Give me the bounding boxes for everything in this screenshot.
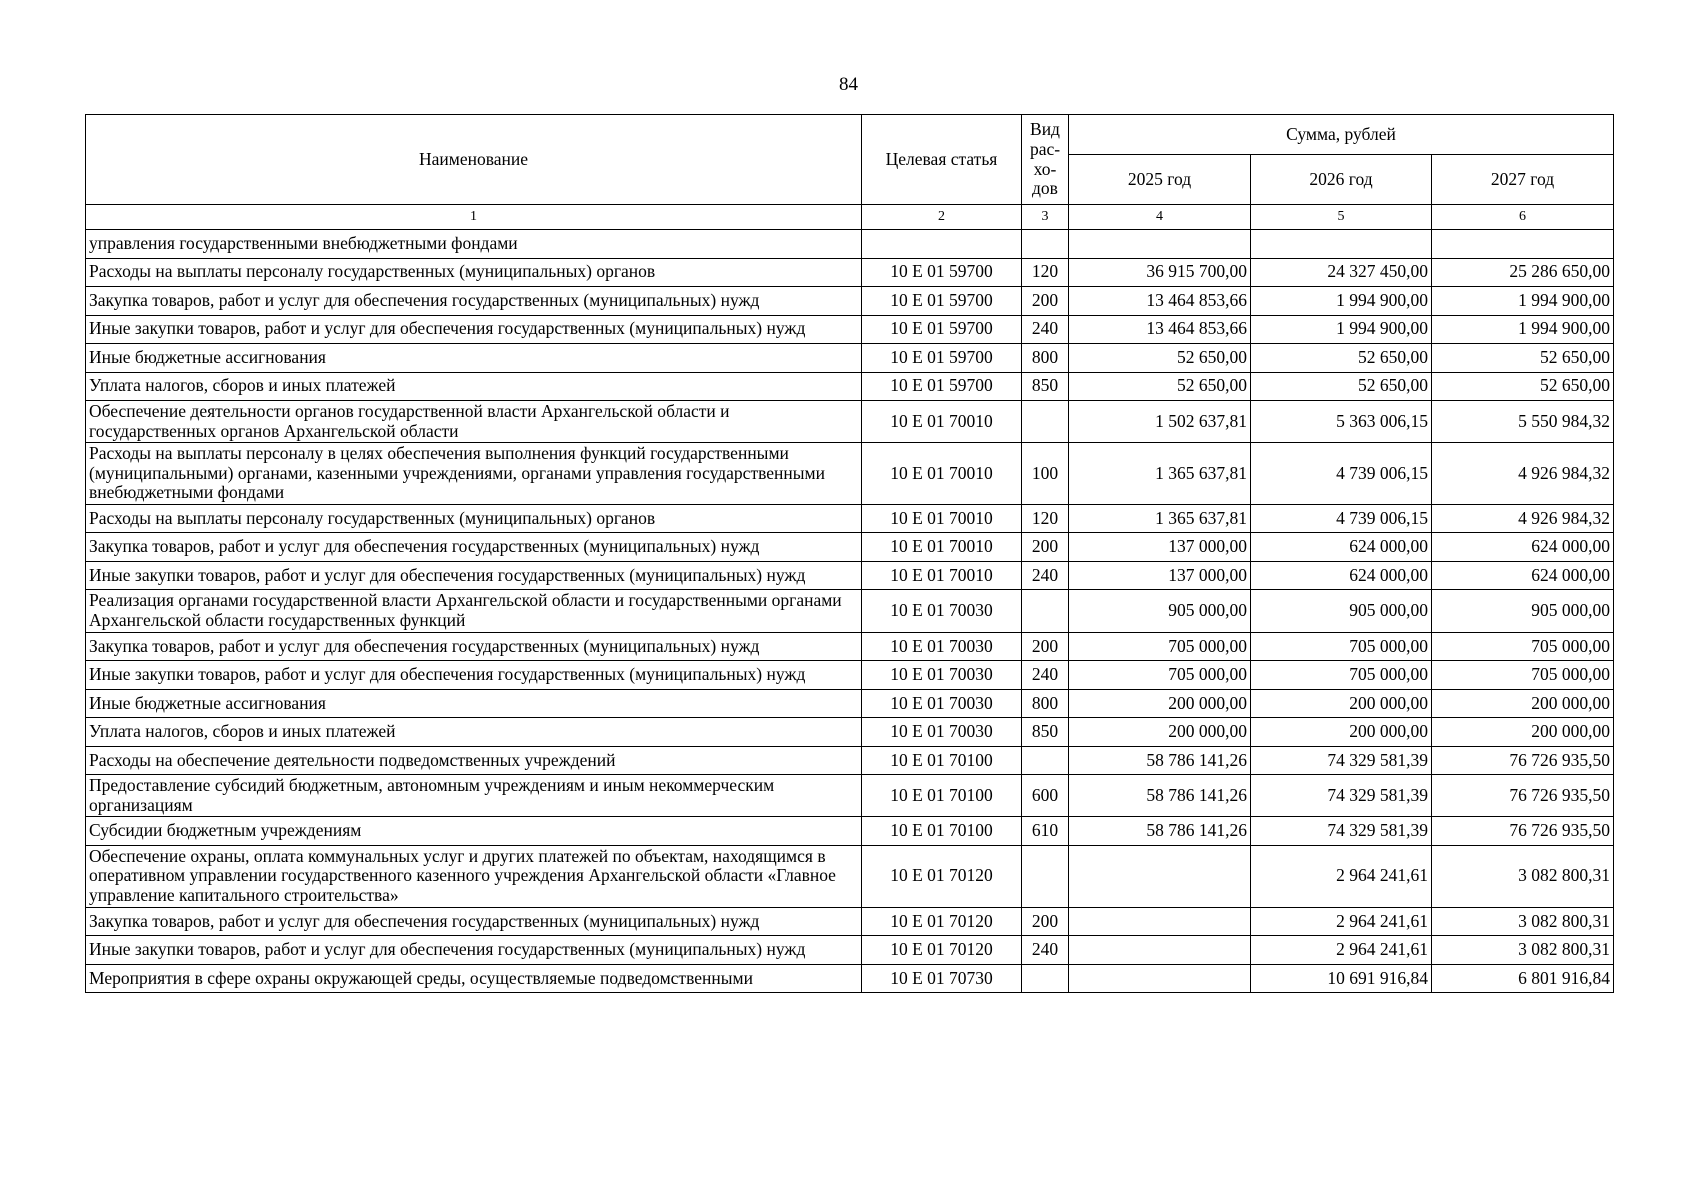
- row-amount-2025: 58 786 141,26: [1069, 775, 1251, 817]
- row-target-code: 10 E 01 59700: [862, 258, 1022, 287]
- row-name: Расходы на выплаты персоналу в целях обеспечения выполнения функций государственными (муниципальными) органами, казенными учреждениями, органами управления государственными внебюджетными фондами: [86, 443, 862, 505]
- row-amount-2025: [1069, 964, 1251, 993]
- row-expense-type: [1022, 746, 1069, 775]
- row-name: Закупка товаров, работ и услуг для обеспечения государственных (муниципальных) нужд: [86, 533, 862, 562]
- row-amount-2026: 2 964 241,61: [1251, 907, 1432, 936]
- row-expense-type: 100: [1022, 443, 1069, 505]
- table-body: [86, 230, 1614, 993]
- table-row: [86, 230, 1614, 259]
- row-target-code: 10 E 01 70010: [862, 504, 1022, 533]
- row-name: Расходы на обеспечение деятельности подведомственных учреждений: [86, 746, 862, 775]
- row-target-code: 10 E 01 59700: [862, 315, 1022, 344]
- row-amount-2027: [1432, 230, 1614, 259]
- row-amount-2026: 74 329 581,39: [1251, 775, 1432, 817]
- row-name: Иные закупки товаров, работ и услуг для обеспечения государственных (муниципальных) нужд: [86, 561, 862, 590]
- row-expense-type: 850: [1022, 372, 1069, 401]
- row-name: Обеспечение деятельности органов государственной власти Архангельской области и государственных органов Архангельской области: [86, 401, 862, 443]
- row-amount-2026: 10 691 916,84: [1251, 964, 1432, 993]
- row-amount-2025: 1 365 637,81: [1069, 504, 1251, 533]
- header-year-2027: 2027 год: [1432, 155, 1614, 205]
- table-row: [86, 964, 1614, 993]
- table-row: [86, 936, 1614, 965]
- row-target-code: [862, 230, 1022, 259]
- row-name: Расходы на выплаты персоналу государственных (муниципальных) органов: [86, 258, 862, 287]
- row-target-code: 10 E 01 70030: [862, 689, 1022, 718]
- row-amount-2027: 200 000,00: [1432, 689, 1614, 718]
- row-name: Закупка товаров, работ и услуг для обеспечения государственных (муниципальных) нужд: [86, 632, 862, 661]
- row-amount-2025: 137 000,00: [1069, 533, 1251, 562]
- row-amount-2026: 624 000,00: [1251, 533, 1432, 562]
- row-amount-2026: 52 650,00: [1251, 372, 1432, 401]
- row-amount-2027: 52 650,00: [1432, 344, 1614, 373]
- row-expense-type: [1022, 964, 1069, 993]
- table-row: [86, 775, 1614, 817]
- header-sum: Сумма, рублей: [1069, 115, 1614, 155]
- row-amount-2025: 705 000,00: [1069, 632, 1251, 661]
- row-name: Иные бюджетные ассигнования: [86, 689, 862, 718]
- row-expense-type: [1022, 230, 1069, 259]
- table-row: [86, 287, 1614, 316]
- row-expense-type: 200: [1022, 632, 1069, 661]
- table-row: [86, 443, 1614, 505]
- column-number: 2: [862, 205, 1022, 230]
- row-amount-2026: 5 363 006,15: [1251, 401, 1432, 443]
- row-name: Предоставление субсидий бюджетным, автономным учреждениям и иным некоммерческим организациям: [86, 775, 862, 817]
- table-row: [86, 315, 1614, 344]
- row-amount-2025: 52 650,00: [1069, 372, 1251, 401]
- row-name: Иные бюджетные ассигнования: [86, 344, 862, 373]
- row-target-code: 10 E 01 59700: [862, 287, 1022, 316]
- row-amount-2026: 4 739 006,15: [1251, 443, 1432, 505]
- row-target-code: 10 E 01 70010: [862, 443, 1022, 505]
- column-number: 6: [1432, 205, 1614, 230]
- row-amount-2027: 25 286 650,00: [1432, 258, 1614, 287]
- row-expense-type: 800: [1022, 689, 1069, 718]
- table-row: [86, 561, 1614, 590]
- row-name: Уплата налогов, сборов и иных платежей: [86, 718, 862, 747]
- row-expense-type: 200: [1022, 533, 1069, 562]
- row-amount-2027: 905 000,00: [1432, 590, 1614, 632]
- row-expense-type: [1022, 590, 1069, 632]
- row-amount-2025: [1069, 907, 1251, 936]
- row-expense-type: 200: [1022, 287, 1069, 316]
- row-target-code: 10 E 01 70030: [862, 661, 1022, 690]
- row-expense-type: 120: [1022, 504, 1069, 533]
- row-amount-2025: 1 502 637,81: [1069, 401, 1251, 443]
- row-target-code: 10 E 01 70120: [862, 845, 1022, 907]
- row-expense-type: 850: [1022, 718, 1069, 747]
- row-name: Уплата налогов, сборов и иных платежей: [86, 372, 862, 401]
- header-name: Наименование: [86, 115, 862, 205]
- row-name: Реализация органами государственной власти Архангельской области и государственными органами Архангельской области государственных функций: [86, 590, 862, 632]
- row-name: Иные закупки товаров, работ и услуг для обеспечения государственных (муниципальных) нужд: [86, 936, 862, 965]
- row-target-code: 10 E 01 70100: [862, 775, 1022, 817]
- row-amount-2027: 1 994 900,00: [1432, 287, 1614, 316]
- row-target-code: 10 E 01 59700: [862, 372, 1022, 401]
- row-amount-2027: 3 082 800,31: [1432, 936, 1614, 965]
- header-year-2026: 2026 год: [1251, 155, 1432, 205]
- row-name: Иные закупки товаров, работ и услуг для обеспечения государственных (муниципальных) нужд: [86, 661, 862, 690]
- row-amount-2026: 1 994 900,00: [1251, 315, 1432, 344]
- row-amount-2026: 52 650,00: [1251, 344, 1432, 373]
- row-amount-2026: 200 000,00: [1251, 689, 1432, 718]
- row-amount-2026: 2 964 241,61: [1251, 845, 1432, 907]
- row-target-code: 10 E 01 70030: [862, 718, 1022, 747]
- row-amount-2027: 705 000,00: [1432, 661, 1614, 690]
- table-row: [86, 632, 1614, 661]
- row-name: Закупка товаров, работ и услуг для обеспечения государственных (муниципальных) нужд: [86, 907, 862, 936]
- row-expense-type: 200: [1022, 907, 1069, 936]
- row-amount-2026: 4 739 006,15: [1251, 504, 1432, 533]
- row-target-code: 10 E 01 70730: [862, 964, 1022, 993]
- table-header: [86, 115, 1614, 230]
- column-number: 5: [1251, 205, 1432, 230]
- table-row: [86, 533, 1614, 562]
- row-amount-2027: 1 994 900,00: [1432, 315, 1614, 344]
- row-amount-2026: 905 000,00: [1251, 590, 1432, 632]
- row-amount-2026: 2 964 241,61: [1251, 936, 1432, 965]
- row-target-code: 10 E 01 70030: [862, 632, 1022, 661]
- row-target-code: 10 E 01 70100: [862, 817, 1022, 846]
- row-expense-type: 240: [1022, 561, 1069, 590]
- row-amount-2027: 5 550 984,32: [1432, 401, 1614, 443]
- row-target-code: 10 E 01 70010: [862, 401, 1022, 443]
- row-amount-2027: 6 801 916,84: [1432, 964, 1614, 993]
- row-expense-type: [1022, 401, 1069, 443]
- row-amount-2026: 1 994 900,00: [1251, 287, 1432, 316]
- column-number: 1: [86, 205, 862, 230]
- row-name: Закупка товаров, работ и услуг для обеспечения государственных (муниципальных) нужд: [86, 287, 862, 316]
- row-expense-type: 240: [1022, 661, 1069, 690]
- table-row: [86, 258, 1614, 287]
- table-row: [86, 401, 1614, 443]
- row-amount-2027: 76 726 935,50: [1432, 746, 1614, 775]
- row-expense-type: 240: [1022, 936, 1069, 965]
- row-target-code: 10 E 01 70120: [862, 907, 1022, 936]
- row-amount-2027: 624 000,00: [1432, 561, 1614, 590]
- row-amount-2025: 200 000,00: [1069, 718, 1251, 747]
- row-expense-type: 610: [1022, 817, 1069, 846]
- row-amount-2025: 58 786 141,26: [1069, 746, 1251, 775]
- row-amount-2027: 200 000,00: [1432, 718, 1614, 747]
- header-year-2025: 2025 год: [1069, 155, 1251, 205]
- row-target-code: 10 E 01 59700: [862, 344, 1022, 373]
- row-target-code: 10 E 01 70120: [862, 936, 1022, 965]
- row-amount-2026: 705 000,00: [1251, 661, 1432, 690]
- row-amount-2025: 13 464 853,66: [1069, 315, 1251, 344]
- row-amount-2027: 624 000,00: [1432, 533, 1614, 562]
- row-amount-2026: 624 000,00: [1251, 561, 1432, 590]
- row-amount-2025: 905 000,00: [1069, 590, 1251, 632]
- row-target-code: 10 E 01 70100: [862, 746, 1022, 775]
- row-target-code: 10 E 01 70030: [862, 590, 1022, 632]
- row-amount-2026: 74 329 581,39: [1251, 817, 1432, 846]
- table-row: [86, 689, 1614, 718]
- row-amount-2027: 3 082 800,31: [1432, 907, 1614, 936]
- row-amount-2026: 24 327 450,00: [1251, 258, 1432, 287]
- row-amount-2027: 4 926 984,32: [1432, 504, 1614, 533]
- row-amount-2027: 76 726 935,50: [1432, 775, 1614, 817]
- row-amount-2025: 200 000,00: [1069, 689, 1251, 718]
- row-name: Расходы на выплаты персоналу государственных (муниципальных) органов: [86, 504, 862, 533]
- column-number: 4: [1069, 205, 1251, 230]
- row-amount-2025: 52 650,00: [1069, 344, 1251, 373]
- row-amount-2025: [1069, 230, 1251, 259]
- row-amount-2025: 13 464 853,66: [1069, 287, 1251, 316]
- table-row: [86, 845, 1614, 907]
- row-amount-2025: [1069, 845, 1251, 907]
- table-row: [86, 504, 1614, 533]
- row-expense-type: [1022, 845, 1069, 907]
- row-name: Субсидии бюджетным учреждениям: [86, 817, 862, 846]
- row-amount-2027: 52 650,00: [1432, 372, 1614, 401]
- row-amount-2026: [1251, 230, 1432, 259]
- row-target-code: 10 E 01 70010: [862, 561, 1022, 590]
- row-amount-2027: 4 926 984,32: [1432, 443, 1614, 505]
- row-amount-2025: 1 365 637,81: [1069, 443, 1251, 505]
- table-row: [86, 344, 1614, 373]
- budget-table: [85, 114, 1614, 993]
- row-amount-2027: 76 726 935,50: [1432, 817, 1614, 846]
- column-number-row: [86, 205, 1614, 230]
- table-row: [86, 907, 1614, 936]
- row-amount-2025: 36 915 700,00: [1069, 258, 1251, 287]
- row-expense-type: 600: [1022, 775, 1069, 817]
- row-amount-2026: 74 329 581,39: [1251, 746, 1432, 775]
- row-expense-type: 120: [1022, 258, 1069, 287]
- row-amount-2025: 705 000,00: [1069, 661, 1251, 690]
- page-number: 84: [839, 74, 858, 95]
- table-row: [86, 590, 1614, 632]
- table-row: [86, 746, 1614, 775]
- header-target: Целевая статья: [862, 115, 1022, 205]
- row-amount-2025: 58 786 141,26: [1069, 817, 1251, 846]
- header-vid: Вид рас-хо-дов: [1022, 115, 1069, 205]
- table-row: [86, 372, 1614, 401]
- row-amount-2025: 137 000,00: [1069, 561, 1251, 590]
- row-expense-type: 240: [1022, 315, 1069, 344]
- row-expense-type: 800: [1022, 344, 1069, 373]
- row-name: Мероприятия в сфере охраны окружающей среды, осуществляемые подведомственными: [86, 964, 862, 993]
- row-amount-2025: [1069, 936, 1251, 965]
- row-name: Иные закупки товаров, работ и услуг для обеспечения государственных (муниципальных) нужд: [86, 315, 862, 344]
- table-row: [86, 718, 1614, 747]
- row-target-code: 10 E 01 70010: [862, 533, 1022, 562]
- row-amount-2027: 3 082 800,31: [1432, 845, 1614, 907]
- row-amount-2027: 705 000,00: [1432, 632, 1614, 661]
- table-row: [86, 817, 1614, 846]
- table-row: [86, 661, 1614, 690]
- row-amount-2026: 705 000,00: [1251, 632, 1432, 661]
- row-name: Обеспечение охраны, оплата коммунальных услуг и других платежей по объектам, находящимся в оперативном управлении государственного казенного учреждения Архангельской области «Главное управление капитального строительства»: [86, 845, 862, 907]
- column-number: 3: [1022, 205, 1069, 230]
- row-name: управления государственными внебюджетными фондами: [86, 230, 862, 259]
- row-amount-2026: 200 000,00: [1251, 718, 1432, 747]
